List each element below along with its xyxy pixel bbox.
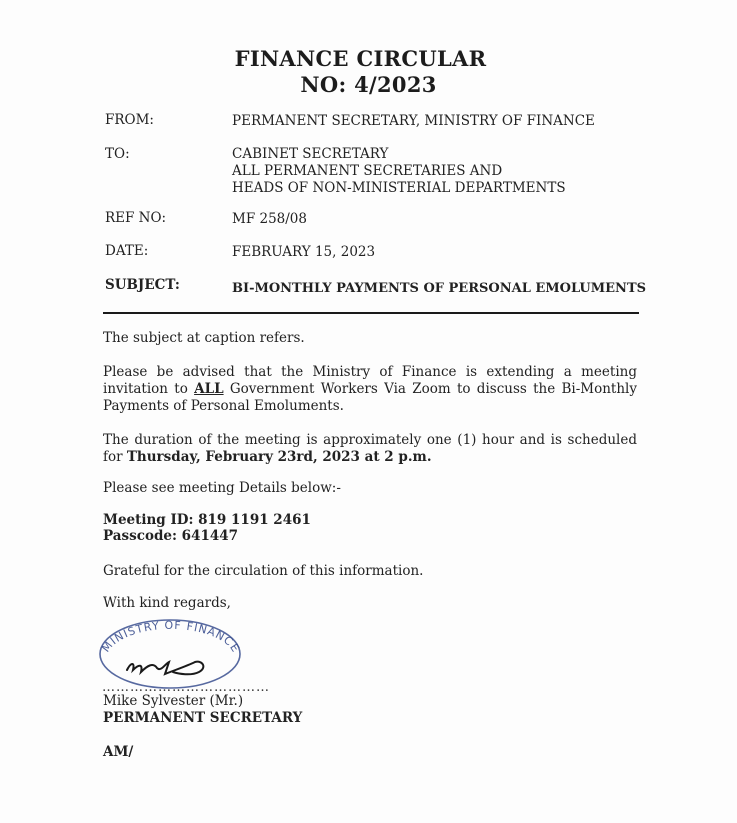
to-line: CABINET SECRETARY <box>232 146 389 162</box>
paragraph-details-intro: Please see meeting Details below:- <box>103 480 341 496</box>
svg-text:MINISTRY OF FINANCE <box>99 619 242 655</box>
closing-line: With kind regards, <box>103 595 231 611</box>
signature-scribble <box>127 662 203 675</box>
subject-divider <box>103 312 639 314</box>
ref-value: MF 258/08 <box>232 211 307 227</box>
subject-label: SUBJECT: <box>105 277 180 293</box>
from-label: FROM: <box>105 112 154 128</box>
meeting-datetime: Thursday, February 23rd, 2023 at 2 p.m. <box>126 449 432 465</box>
paragraph-grateful: Grateful for the circulation of this information. <box>103 563 424 579</box>
paragraph-duration <box>103 432 637 466</box>
date-value: FEBRUARY 15, 2023 <box>232 244 376 260</box>
to-recipients <box>232 146 566 197</box>
invitation-text: Please be advised that the Ministry of Finance is extending a meeting invitation to <box>103 364 637 397</box>
signature-line: ……………………………… <box>102 680 270 695</box>
duration-text: The duration of the meeting is approximately one (1) hour and is scheduled for <box>103 432 637 465</box>
ref-label: REF NO: <box>105 210 167 226</box>
circular-title: FINANCE CIRCULAR <box>234 46 487 71</box>
paragraph-invitation <box>103 364 637 415</box>
stamp-text: MINISTRY OF FINANCE <box>99 618 243 656</box>
to-line: HEADS OF NON-MINISTERIAL DEPARTMENTS <box>232 180 566 196</box>
subject-value: BI-MONTHLY PAYMENTS OF PERSONAL EMOLUMENTS <box>232 281 647 296</box>
from-value: PERMANENT SECRETARY, MINISTRY OF FINANCE <box>232 113 595 129</box>
date-label: DATE: <box>105 243 149 259</box>
signatory-title: PERMANENT SECRETARY <box>103 710 303 726</box>
invitation-text-end: Government Workers Via Zoom to discuss the Bi-Monthly Payments of Personal Emoluments. <box>103 381 637 414</box>
meeting-id: Meeting ID: 819 1191 2461 <box>103 512 311 528</box>
to-label: TO: <box>105 146 130 162</box>
reference-initials: AM/ <box>103 744 134 760</box>
paragraph-caption: The subject at caption refers. <box>103 330 305 346</box>
meeting-passcode: Passcode: 641447 <box>103 528 239 544</box>
circular-number: NO: 4/2023 <box>300 72 437 97</box>
signatory-name: Mike Sylvester (Mr.) <box>103 693 244 709</box>
to-line: ALL PERMANENT SECRETARIES AND <box>232 163 503 179</box>
invitation-emphasis: ALL <box>194 381 224 397</box>
